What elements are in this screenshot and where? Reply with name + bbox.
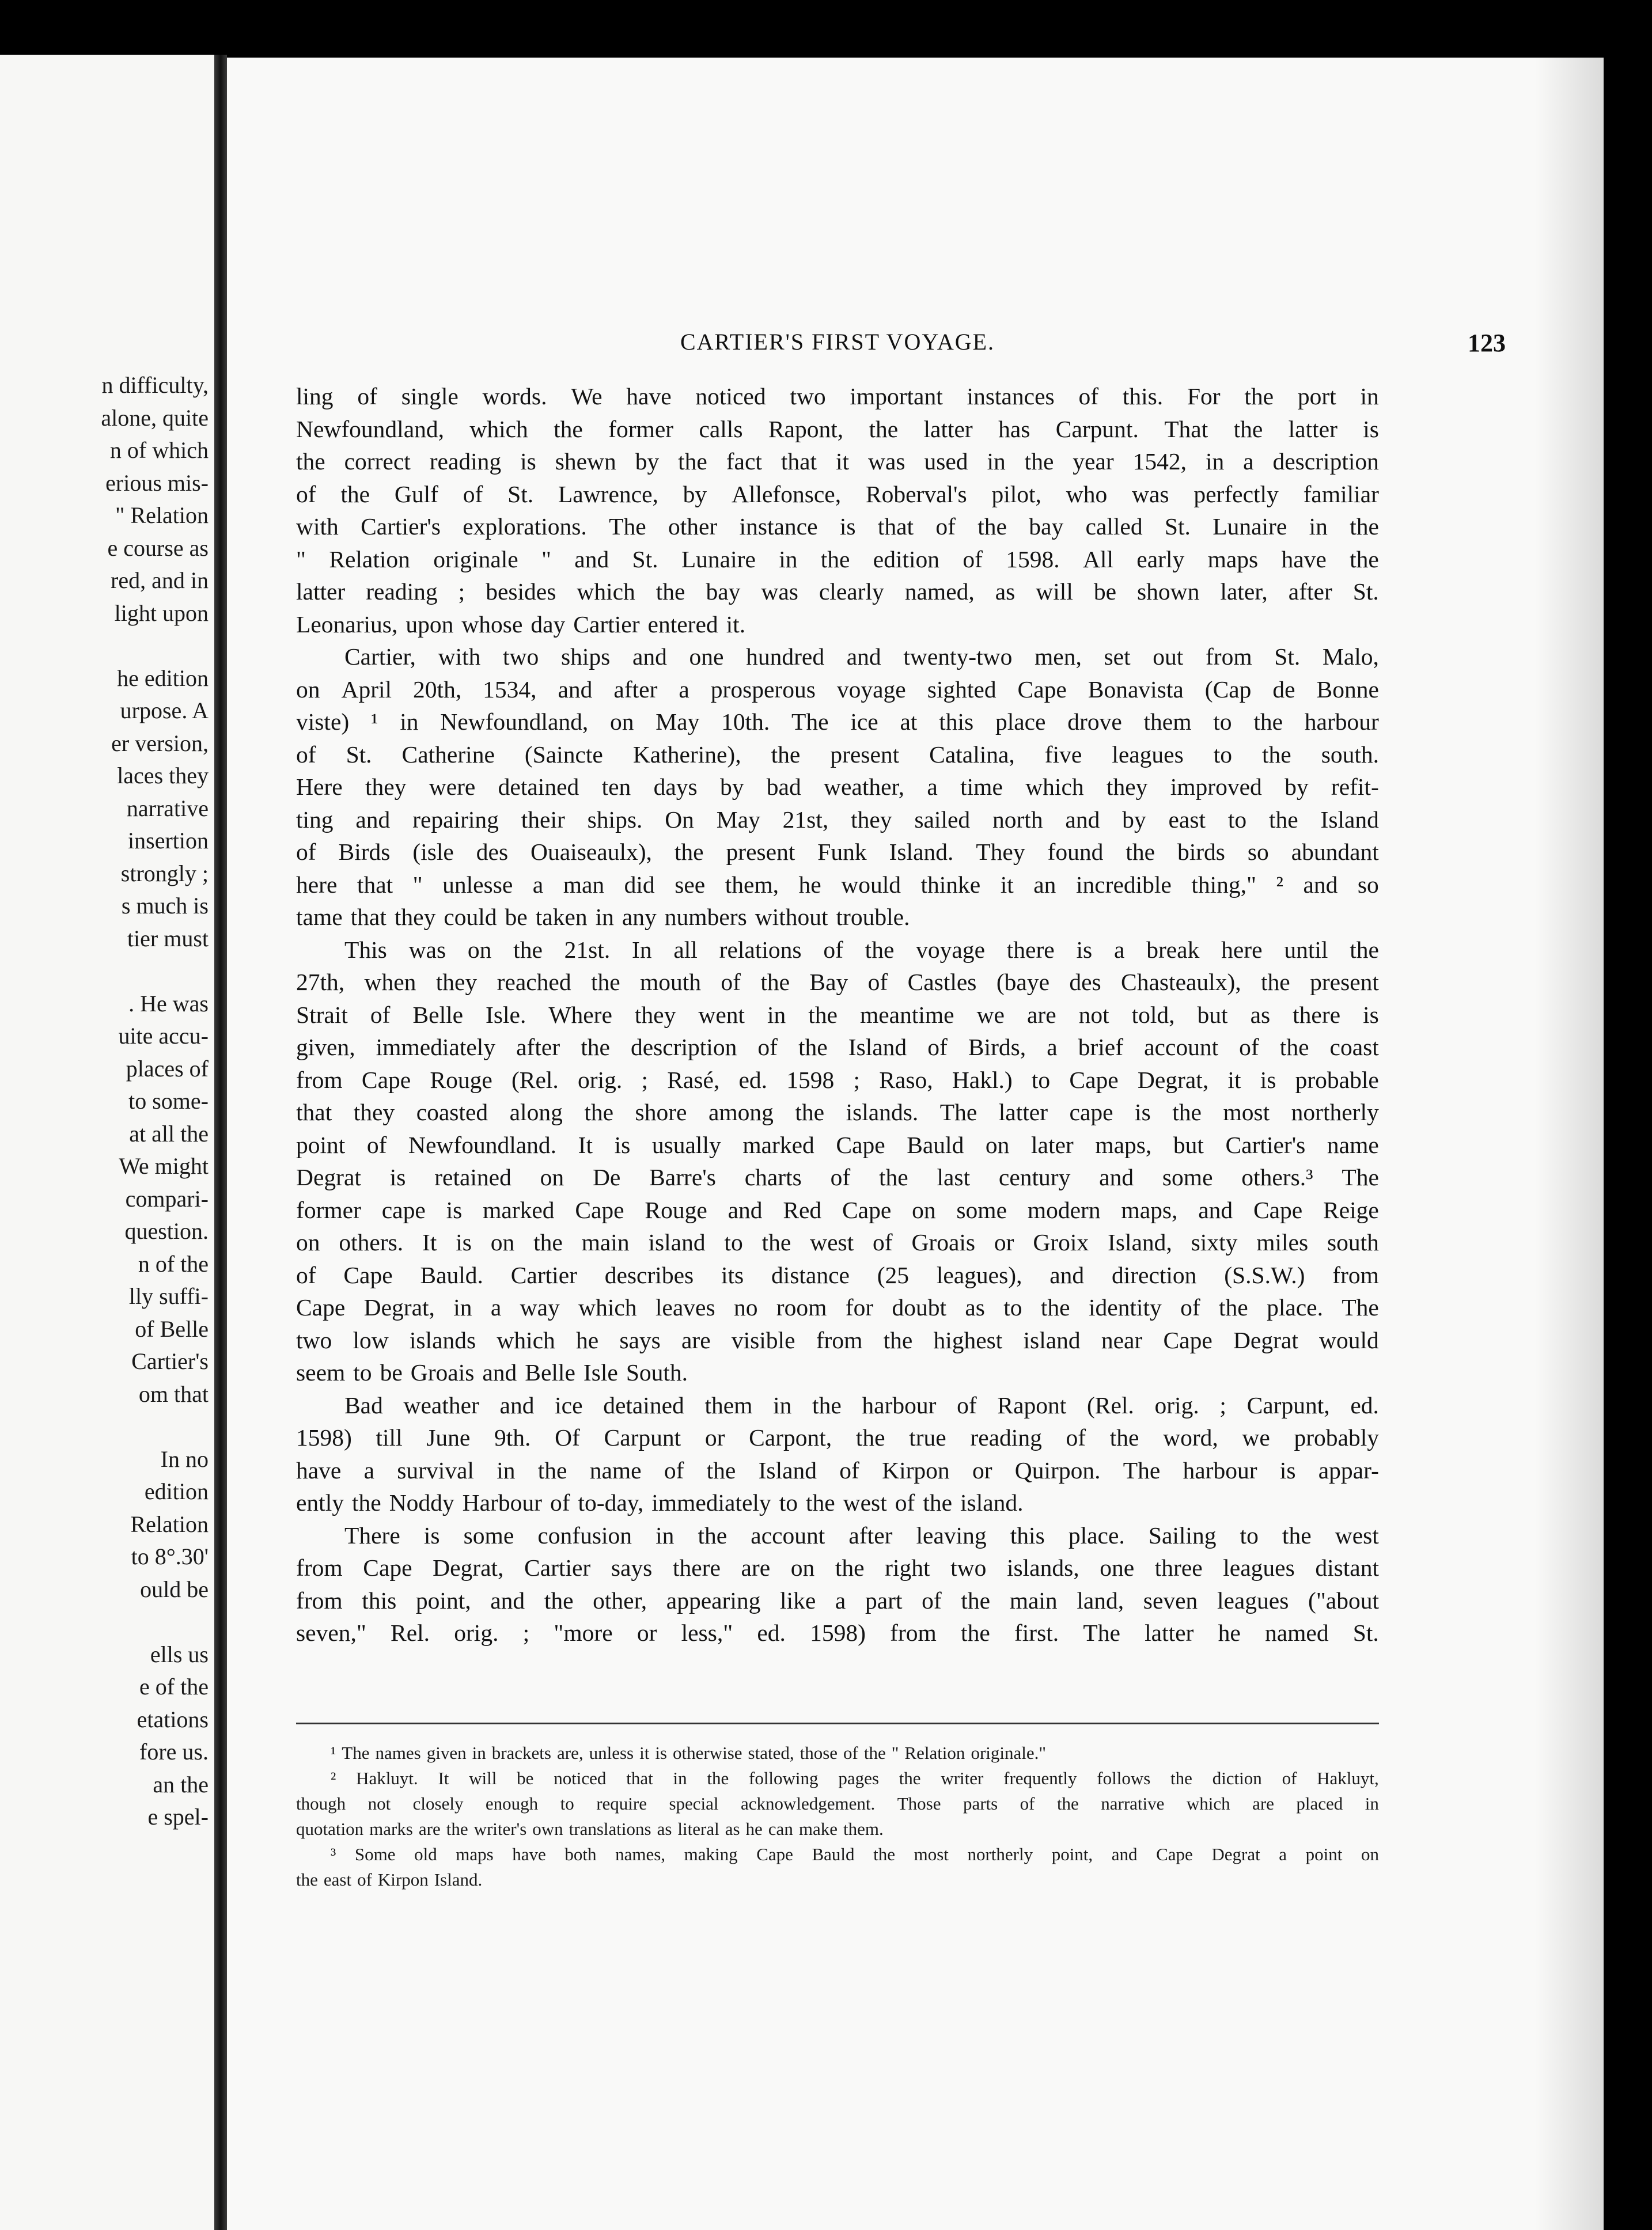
facing-page-line: ould be <box>140 1576 209 1602</box>
facing-page-left <box>0 55 219 2230</box>
facing-page-line: Cartier's <box>131 1348 209 1374</box>
page-123 <box>227 58 1604 2230</box>
text-line: Leonarius, upon whose day Cartier entered it. <box>296 610 746 638</box>
facing-page-line: " Relation <box>115 502 209 528</box>
facing-page-line: an the <box>153 1771 209 1797</box>
facing-page-line: compari- <box>125 1185 209 1212</box>
text-line: Here they were detained ten days by bad weather, a time which they improved by refit- <box>296 773 1379 800</box>
text-line: that they coasted along the shore among the islands. The latter cape is the most northerly <box>296 1099 1379 1125</box>
text-line: of Cape Bauld. Cartier describes its distance (25 leagues), and direction (S.S.W.) from <box>296 1261 1379 1288</box>
facing-page-line: . He was <box>128 990 209 1017</box>
scan-border-right <box>1604 58 1652 2230</box>
text-line: ently the Noddy Harbour of to-day, immediately to the west of the island. <box>296 1489 1024 1516</box>
text-line: on others. It is on the main island to the west of Groais or Groix Island, sixty miles south <box>296 1229 1379 1256</box>
text-line: have a survival in the name of the Island of Kirpon or Quirpon. The harbour is appar- <box>296 1457 1379 1484</box>
facing-page-line: n of the <box>138 1250 209 1277</box>
facing-page-line: etations <box>137 1706 209 1732</box>
text-line: tame that they could be taken in any numbers without trouble. <box>296 904 910 930</box>
text-line: quotation marks are the writer's own translations as literal as he can make them. <box>296 1819 884 1839</box>
facing-page-line: e of the <box>139 1674 209 1700</box>
facing-page-line: e course as <box>107 534 209 561</box>
facing-page-line: n of which <box>109 437 209 463</box>
facing-page-line: urpose. A <box>120 697 209 723</box>
facing-page-line: uite accu- <box>118 1023 209 1049</box>
text-line: 1598) till June 9th. Of Carpunt or Carpont, the true reading of the word, we probably <box>296 1424 1379 1451</box>
text-line: ling of single words. We have noticed two important instances of this. For the port in <box>296 383 1379 409</box>
text-line: seem to be Groais and Belle Isle South. <box>296 1359 688 1386</box>
facing-page-line: places of <box>126 1055 209 1082</box>
text-line: Bad weather and ice detained them in the harbour of Rapont (Rel. orig. ; Carpunt, ed. <box>344 1391 1379 1419</box>
facing-page-line: strongly ; <box>120 860 209 886</box>
footnotes <box>296 1740 1379 1893</box>
facing-page-line: alone, quite <box>101 404 209 431</box>
facing-page-line: tier must <box>127 925 209 951</box>
facing-page-line: erious mis- <box>105 469 209 496</box>
facing-page-line: Relation <box>130 1511 209 1537</box>
facing-page-line: om that <box>138 1381 209 1407</box>
text-line: ³ Some old maps have both names, making Cape Bauld the most northerly point, and Cape Degrat a point on <box>331 1844 1379 1864</box>
text-line: There is some confusion in the account after leaving this place. Sailing to the west <box>344 1522 1379 1549</box>
text-line: latter reading ; besides which the bay was clearly named, as will be shown later, after St. <box>296 578 1379 605</box>
text-line: Strait of Belle Isle. Where they went in the meantime we are not told, but as there is <box>296 1001 1379 1028</box>
text-line: from this point, and the other, appearing like a part of the main land, seven leagues ("about <box>296 1587 1379 1614</box>
facing-page-line: fore us. <box>139 1739 209 1765</box>
running-title: CARTIER'S FIRST VOYAGE. <box>680 329 995 355</box>
facing-page-line: We might <box>119 1153 209 1179</box>
text-line: the correct reading is shewn by the fact that it was used in the year 1542, in a description <box>296 448 1379 475</box>
text-line: Cape Degrat, in a way which leaves no room for doubt as to the identity of the place. The <box>296 1294 1379 1321</box>
text-line: " Relation originale " and St. Lunaire in the edition of 1598. All early maps have the <box>296 545 1379 572</box>
page-curl-shadow <box>1534 58 1604 2230</box>
text-line: ting and repairing their ships. On May 21st, they sailed north and by east to the Island <box>296 806 1379 833</box>
text-line: with Cartier's explorations. The other instance is that of the bay called St. Lunaire in the <box>296 513 1379 540</box>
text-line: from Cape Degrat, Cartier says there are on the right two islands, one three leagues distant <box>296 1554 1379 1581</box>
facing-page-line: edition <box>144 1478 209 1504</box>
text-line: from Cape Rouge (Rel. orig. ; Rasé, ed. 1598 ; Raso, Hakl.) to Cape Degrat, it is probable <box>296 1066 1379 1093</box>
footnote-rule <box>296 1723 1379 1724</box>
facing-page-line: In no <box>160 1446 209 1472</box>
text-line: This was on the 21st. In all relations of the voyage there is a break here until the <box>344 936 1379 963</box>
text-line: 27th, when they reached the mouth of the Bay of Castles (baye des Chasteaulx), the present <box>296 969 1379 995</box>
text-line: ² Hakluyt. It will be noticed that in the following pages the writer frequently follows the diction of Hakluyt, <box>331 1768 1379 1788</box>
text-line: of Birds (isle des Ouaiseaulx), the present Funk Island. They found the birds so abundant <box>296 839 1379 865</box>
facing-page-line: lly suffi- <box>128 1283 209 1309</box>
facing-page-line: s much is <box>121 893 209 919</box>
facing-page-line: light upon <box>114 600 209 626</box>
text-line: two low islands which he says are visible from the highest island near Cape Degrat would <box>296 1326 1379 1353</box>
text-line: the east of Kirpon Island. <box>296 1869 483 1890</box>
text-line: Degrat is retained on De Barre's charts of the last century and some others.³ The <box>296 1164 1379 1190</box>
body-text <box>296 380 1379 1649</box>
text-line: given, immediately after the description of the Island of Birds, a brief account of the coast <box>296 1034 1379 1060</box>
facing-page-line: laces they <box>117 763 209 788</box>
facing-page-line: to some- <box>128 1088 209 1114</box>
facing-page-line: e spel- <box>147 1804 209 1830</box>
text-line: Newfoundland, which the former calls Rapont, the latter has Carpunt. That the latter is <box>296 415 1379 442</box>
facing-page-line: narrative <box>126 795 209 821</box>
text-line: of the Gulf of St. Lawrence, by Allefonsce, Roberval's pilot, who was perfectly familiar <box>296 480 1379 507</box>
book-gutter <box>214 55 227 2230</box>
page-number: 123 <box>1468 329 1506 357</box>
text-line: on April 20th, 1534, and after a prosperous voyage sighted Cape Bonavista (Cap de Bonne <box>296 676 1379 703</box>
text-line: here that " unlesse a man did see them, he would thinke it an incredible thing," ² and so <box>296 871 1379 898</box>
facing-page-line: to 8°.30' <box>131 1543 209 1569</box>
text-line: though not closely enough to require special acknowledgement. Those parts of the narrative which are placed in <box>296 1793 1379 1814</box>
text-line: seven," Rel. orig. ; "more or less," ed. 1598) from the first. The latter he named St. <box>296 1620 1379 1646</box>
facing-page-line: insertion <box>128 828 209 854</box>
facing-page-line: question. <box>124 1218 209 1244</box>
facing-page-line: he edition <box>117 665 209 691</box>
facing-page-line: er version, <box>111 730 209 756</box>
facing-page-line: n difficulty, <box>101 372 209 398</box>
text-line: of St. Catherine (Saincte Katherine), the present Catalina, five leagues to the south. <box>296 741 1379 768</box>
text-line: ¹ The names given in brackets are, unless it is otherwise stated, those of the " Relation originale." <box>331 1743 1047 1763</box>
text-line: point of Newfoundland. It is usually marked Cape Bauld on later maps, but Cartier's name <box>296 1131 1379 1158</box>
facing-page-line: of Belle <box>135 1315 209 1342</box>
facing-page-line: ells us <box>150 1641 209 1667</box>
text-line: Cartier, with two ships and one hundred and twenty-two men, set out from St. Malo, <box>344 643 1379 670</box>
text-line: viste) ¹ in Newfoundland, on May 10th. The ice at this place drove them to the harbour <box>296 708 1379 735</box>
facing-page-line: at all the <box>129 1120 209 1147</box>
facing-page-line: red, and in <box>111 567 209 593</box>
text-line: former cape is marked Cape Rouge and Red Cape on some modern maps, and Cape Reige <box>296 1196 1379 1223</box>
running-header <box>296 328 1506 363</box>
